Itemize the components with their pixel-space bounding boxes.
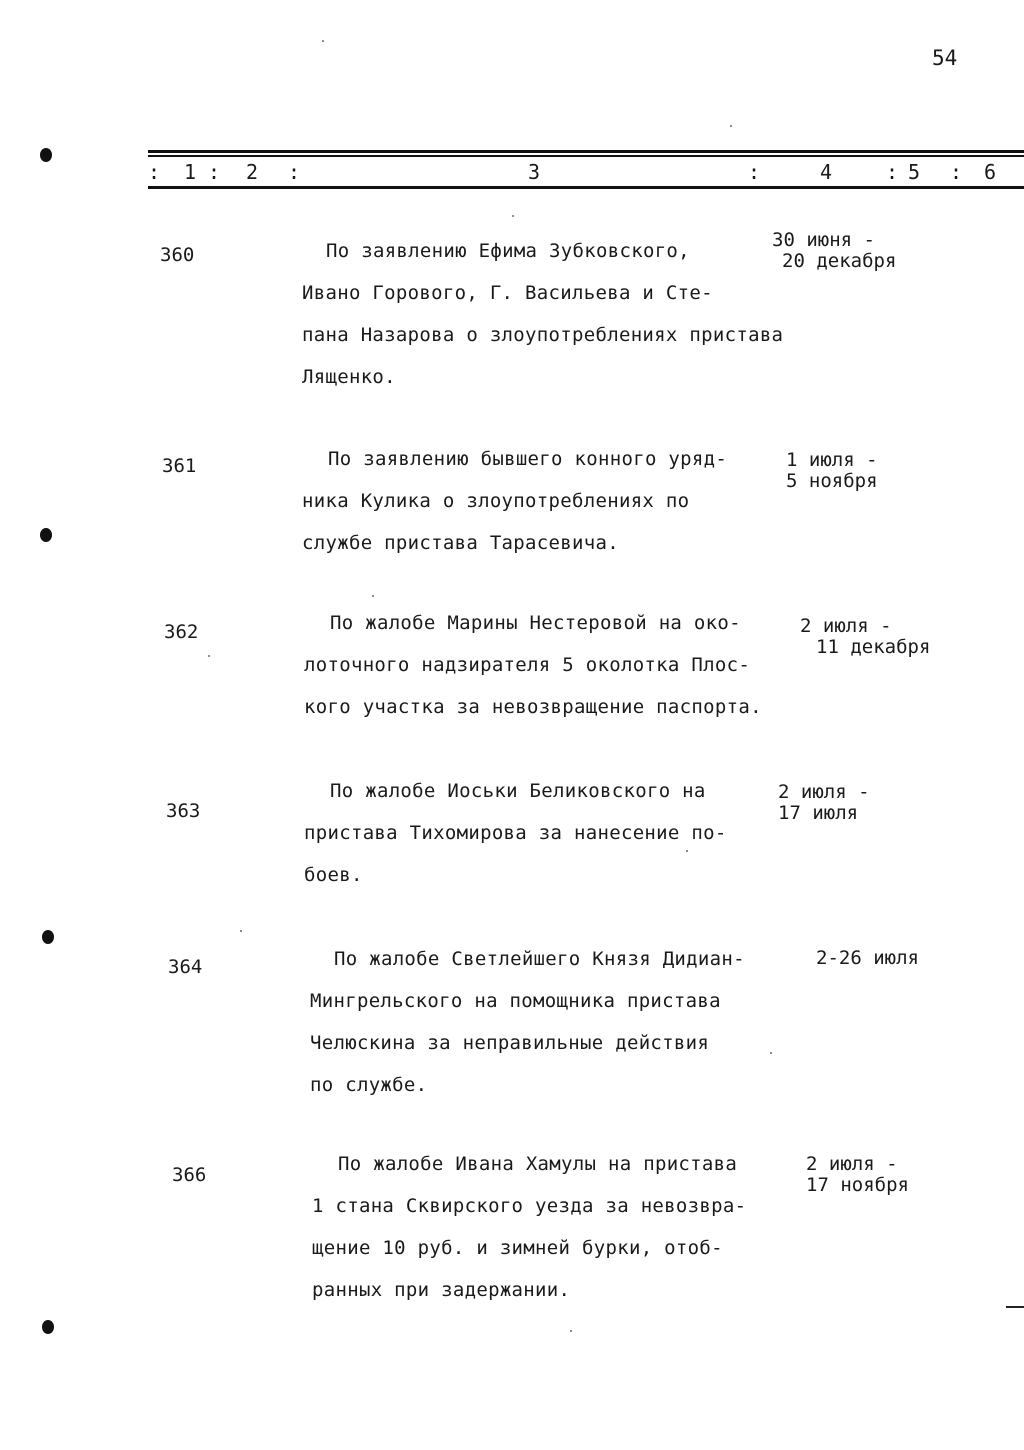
entry-dates (816, 948, 919, 969)
column-separator: : (288, 160, 301, 184)
column-header-2: 2 (246, 160, 259, 184)
punch-hole (40, 528, 52, 542)
entry-number: 360 (160, 244, 195, 266)
scan-mark (1006, 1306, 1024, 1308)
scan-speck (570, 1330, 572, 1332)
scan-speck (730, 125, 732, 127)
description-line: Лященко. (302, 366, 396, 388)
description-line: кого участка за невозвращение паспорта. (304, 696, 762, 718)
description-line: ранных при задержании. (312, 1279, 571, 1301)
description-line: По жалобе Иоськи Беликовского на (330, 780, 706, 802)
column-header-1: 1 (184, 160, 197, 184)
column-separator: : (886, 160, 899, 184)
date-start: 2 июля - (800, 615, 892, 637)
date-end: 20 декабря (782, 250, 897, 272)
entry-number: 362 (164, 621, 199, 643)
date-end: 17 ноября (806, 1174, 909, 1196)
date-start: 2 июля - (778, 781, 870, 803)
entry-description (304, 770, 727, 896)
scan-speck (240, 930, 242, 932)
description-line: ника Кулика о злоупотреблениях по (302, 490, 690, 512)
column-header-6: 6 (984, 160, 997, 184)
description-line: лоточного надзирателя 5 околотка Плос- (304, 654, 751, 676)
date-start: 1 июля - (786, 449, 878, 471)
column-header-4: 4 (820, 160, 833, 184)
description-line: По заявлению Ефима Зубковского, (326, 240, 690, 262)
date-start: 30 июня - (772, 229, 875, 251)
punch-hole (42, 1320, 54, 1334)
description-line: щение 10 руб. и зимней бурки, отоб- (312, 1237, 723, 1259)
description-line: пана Назарова о злоупотреблениях пристава (302, 324, 784, 346)
entry-dates (786, 450, 878, 492)
scan-speck (208, 655, 210, 657)
date-end: 17 июля (778, 802, 859, 824)
header-top-rule-second (148, 155, 1024, 157)
entry-description (312, 1143, 746, 1311)
punch-hole (42, 930, 54, 944)
punch-hole (40, 148, 52, 162)
description-line: Челюскина за неправильные действия (310, 1032, 710, 1054)
header-bottom-rule (148, 186, 1024, 189)
description-line: Мингрельского на помощника пристава (310, 990, 721, 1012)
scan-speck (372, 595, 374, 597)
description-line: 1 стана Сквирского уезда за невозвра- (312, 1195, 747, 1217)
entry-number: 364 (168, 956, 203, 978)
entry-number: 361 (162, 455, 197, 477)
entry-dates (806, 1154, 909, 1196)
page-number: 54 (932, 46, 958, 70)
column-header-row (148, 160, 1024, 186)
entry-number: 366 (172, 1164, 207, 1186)
column-separator: : (748, 160, 761, 184)
scan-speck (770, 1052, 772, 1054)
date-end: 5 ноября (786, 470, 878, 492)
entry-description (302, 230, 783, 398)
entry-number: 363 (166, 800, 201, 822)
entry-description (302, 438, 727, 564)
description-line: По жалобе Светлейшего Князя Дидиан- (334, 948, 745, 970)
header-top-rule (148, 150, 1024, 153)
description-line: боев. (304, 864, 363, 886)
scan-speck (686, 850, 688, 852)
entry-dates (800, 616, 930, 658)
date-end: 11 декабря (816, 636, 931, 658)
scan-speck (512, 215, 514, 217)
entry-description (304, 602, 762, 728)
date-start: 2-26 июля (816, 947, 919, 969)
description-line: По заявлению бывшего конного уряд- (328, 448, 728, 470)
scan-speck (322, 40, 324, 42)
description-line: службе пристава Тарасевича. (302, 532, 619, 554)
description-line: По жалобе Марины Нестеровой на око- (330, 612, 741, 634)
column-separator: : (950, 160, 963, 184)
description-line: По жалобе Ивана Хамулы на пристава (338, 1153, 738, 1175)
column-separator: : (148, 160, 161, 184)
description-line: Ивано Горового, Г. Васильева и Сте- (302, 282, 713, 304)
date-start: 2 июля - (806, 1153, 898, 1175)
column-header-3: 3 (528, 160, 541, 184)
description-line: пристава Тихомирова за нанесение по- (304, 822, 727, 844)
entry-description (310, 938, 745, 1106)
description-line: по службе. (310, 1074, 428, 1096)
column-separator: : (208, 160, 221, 184)
entry-dates (778, 782, 870, 824)
entry-dates (772, 230, 896, 272)
column-header-5: 5 (908, 160, 921, 184)
